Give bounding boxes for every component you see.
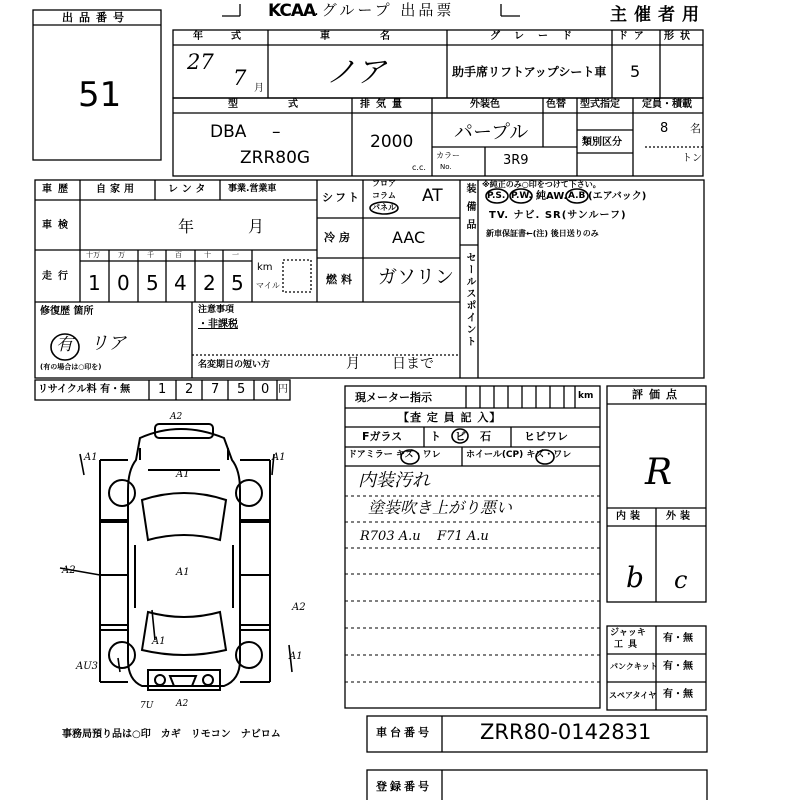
meter-label: 現メーター指示 [355, 391, 432, 404]
recycle-digit-3: 5 [237, 382, 246, 397]
mileage-unit-3: 百 [175, 251, 182, 259]
comment-3: R703 A.u F71 A.u [360, 529, 489, 544]
meter-unit: km [578, 391, 594, 401]
brand-logo: KCAA [268, 1, 316, 21]
shift-floor: フロア [372, 179, 396, 188]
mileage-unit-0: 十万 [86, 251, 100, 259]
glass-bi: ビ [455, 430, 466, 443]
mileage-digit-0: 1 [88, 271, 101, 295]
mileage-digit-1: 0 [117, 271, 130, 295]
form-title: .グループ 出品票 [314, 1, 455, 19]
model-label: 車名 [320, 31, 440, 42]
tonnage-unit: トン [682, 153, 702, 164]
jack-yes-no: 有・無 [663, 633, 693, 644]
model-value: ノア [326, 55, 386, 90]
classification-label: 類別区分 [582, 137, 622, 148]
color-change-label: 色替 [546, 99, 566, 110]
diagram-mark-bottom: A2 [176, 699, 189, 709]
month-value: 7 [233, 66, 247, 90]
notes-item: ・非課税 [198, 319, 238, 330]
mileage-km: km [257, 262, 273, 273]
diagram-mark-top: A2 [170, 412, 183, 422]
mileage-unit-5: 一 [232, 251, 239, 259]
deadline-day: 日まで [392, 356, 434, 372]
diagram-mark-hood: A1 [176, 469, 190, 480]
equipment-pw: P.W. [511, 191, 532, 201]
glass-label: Fガラス [362, 430, 403, 443]
history-label: 車歴 [42, 184, 74, 195]
shift-label: シフト [322, 191, 361, 204]
exterior-value: c [674, 566, 688, 594]
color-no-label-2: No. [440, 163, 452, 171]
shift-panel: パネル [372, 203, 396, 212]
grade-label: グレード [490, 31, 586, 42]
deadline-label: 名変期日の短い方 [198, 360, 271, 370]
displacement-value: 2000 [370, 132, 414, 152]
diagram-mark-fl: A1 [84, 452, 98, 463]
diagram-mark-rear: A1 [152, 636, 166, 647]
equipment-alloy: 純AW. [536, 191, 568, 202]
diagram-mark-rl: AU3 [76, 661, 99, 672]
shaken-month-unit: 月 [248, 217, 265, 236]
year-value: 27 [187, 50, 214, 74]
capacity-value: 8 [660, 121, 669, 136]
mileage-unit-1: 万 [118, 251, 125, 259]
equipment-ab: A.B [568, 191, 586, 201]
car-diagram [100, 424, 270, 690]
recycle-digit-1: 2 [185, 382, 194, 397]
displacement-label: 排気量 [360, 99, 408, 110]
history-business: 事業.営業車 [228, 184, 277, 194]
shaken-label: 車検 [42, 220, 74, 231]
type-label: 型式 [228, 99, 348, 110]
recycle-label: リサイクル料 有・無 [38, 384, 131, 395]
equipment-airbag: (エアバック) [588, 191, 647, 202]
ac-value: AAC [392, 228, 426, 247]
inspector-header: 【査 定 員 記 入】 [398, 411, 502, 424]
puncture-yes-no: 有・無 [663, 661, 693, 672]
mileage-digit-3: 4 [174, 271, 187, 295]
sales-point-label: セールスポイント [464, 252, 475, 348]
mileage-unit-4: 十 [204, 251, 211, 259]
mileage-mile: マイル [256, 281, 280, 290]
exterior-score-label: 外装 [666, 511, 694, 522]
equipment-note: ※純正のみ○印をつけて下さい。 [482, 180, 601, 189]
mileage-digit-2: 5 [146, 271, 159, 295]
puncture-kit-label: パンクキット [610, 662, 658, 671]
equipment-warranty: 新車保証書←(注) 後日送りのみ [486, 229, 599, 238]
lot-number: 51 [78, 75, 122, 115]
shift-column: コラム [372, 191, 396, 200]
type-value: ZRR80G [240, 148, 311, 168]
wheel-label: ホイール(CP) キズ・ワレ [466, 450, 572, 460]
spare-yes-no: 有・無 [663, 689, 693, 700]
doors-value: 5 [630, 62, 641, 81]
capacity-label: 定員・積載 [642, 99, 692, 110]
diagram-mark-fr: A1 [272, 452, 286, 463]
mileage-digit-5: 5 [231, 271, 244, 295]
interior-label: 内装 [616, 511, 644, 522]
fuel-label: 燃料 [326, 273, 356, 286]
lot-label: 出品番号 [62, 11, 130, 24]
exterior-label: 外装色 [470, 99, 500, 110]
doors-label: ドア [618, 31, 650, 42]
recycle-unit: 円 [278, 384, 288, 395]
diagram-mark-roof: A1 [176, 567, 190, 578]
history-rental: レンタ [168, 184, 210, 195]
registration-label: 登録番号 [376, 780, 432, 793]
comment-1: 内装汚れ [358, 470, 430, 491]
comment-2: 塗装吹き上がり悪い [368, 498, 513, 517]
diagram-mark-rr: A1 [289, 651, 303, 662]
mileage-unit-2: 千 [147, 251, 154, 259]
repair-label: 修復歴 箇所 [40, 306, 94, 317]
color-no-label: カラー [436, 151, 460, 160]
interior-value: b [626, 561, 644, 594]
score-label: 評価点 [632, 388, 683, 401]
grade-value: 助手席リフトアップシート車 [452, 65, 607, 79]
month-unit: 月 [254, 83, 264, 94]
exterior-value: パープル [454, 121, 529, 143]
organizer-label: 主催者用 [610, 5, 706, 25]
diagram-mark-left: A2 [62, 565, 76, 576]
chassis-value: ZRR80-0142831 [480, 720, 652, 744]
diagram-mark-right: A2 [292, 602, 306, 613]
cc-unit: c.c. [412, 163, 426, 172]
chassis-label: 車台番号 [376, 726, 432, 739]
shaken-year-unit: 年 [178, 217, 195, 236]
recycle-digit-4: 0 [261, 382, 270, 397]
capacity-unit: 名 [690, 122, 701, 135]
shape-label: 形状 [664, 31, 696, 42]
mileage-label: 走行 [42, 271, 74, 282]
jack-label: ジャッキ [610, 628, 646, 638]
equipment-label: 装備品 [464, 183, 475, 237]
notes-label: 注意事項 [198, 305, 235, 315]
type-prefix: DBA [210, 122, 247, 142]
history-private: 自家用 [96, 184, 138, 195]
repair-location: リア [90, 333, 126, 354]
equipment-ps: P.S. [487, 191, 506, 201]
repair-answer: 有 [56, 335, 73, 355]
spare-tire-label: スペアタイヤ [609, 691, 657, 700]
deadline-month: 月 [346, 356, 360, 372]
color-no-value: 3R9 [503, 153, 529, 168]
type-designation-label: 型式指定 [580, 99, 620, 110]
ac-label: 冷房 [324, 231, 354, 244]
repair-footnote: (有の場合は○印を) [40, 363, 102, 371]
type-dash: – [272, 122, 281, 142]
recycle-digit-0: 1 [158, 382, 167, 397]
office-items: 事務局預り品は○印 カギ リモコン ナビロム [62, 729, 281, 740]
glass-stone: 石 [480, 430, 491, 443]
equipment-line2: TV. ナビ. SR(サンルーフ) [489, 210, 627, 221]
fuel-value: ガソリン [378, 266, 455, 288]
glass-to: ト [430, 430, 441, 443]
mileage-digit-4: 2 [203, 271, 216, 295]
year-label: 年式 [193, 31, 269, 42]
glass-crack: ヒビワレ [524, 430, 568, 443]
tools-label: 工具 [614, 640, 643, 650]
score-value: R [645, 452, 673, 493]
shift-value: AT [422, 186, 443, 206]
diagram-mark-bumper: 7U [140, 701, 154, 711]
recycle-digit-2: 7 [211, 382, 220, 397]
mirror-label: ドアミラー キズ・ワレ [348, 450, 441, 460]
